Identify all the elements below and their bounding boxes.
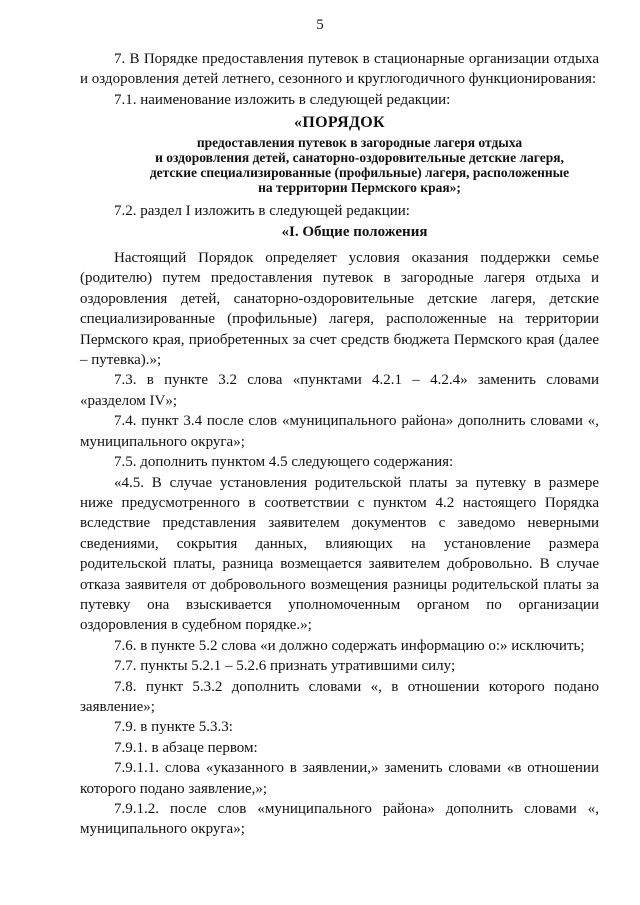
section-title-general-provisions: «I. Общие положения: [281, 223, 428, 240]
paragraph-7: 7. В Порядке предоставления путевок в стационарные организации отдыха и оздоровления детей летнего, сезонного и круглогодичного функционирования:: [80, 51, 599, 88]
order-title-line: на территории Пермского края»;: [258, 180, 461, 196]
paragraph-7-2: 7.2. раздел I изложить в следующей редакции:: [114, 203, 410, 220]
order-title-subtitle: [80, 135, 599, 195]
paragraph-7-1: 7.1. наименование изложить в следующей редакции:: [114, 91, 451, 108]
paragraph-7-7: 7.7. пункты 5.2.1 – 5.2.6 признать утратившими силу;: [114, 658, 456, 675]
paragraph-7-8: 7.8. пункт 5.3.2 дополнить словами «, в отношении которого подано заявление»;: [80, 678, 599, 715]
document-body: [80, 49, 599, 840]
order-title-main: «ПОРЯДОК: [294, 114, 385, 132]
paragraph-7-9-1-2: 7.9.1.2. после слов «муниципального района» дополнить словами «, муниципального округа»;: [80, 801, 599, 838]
order-title-block: [80, 111, 599, 195]
order-title-line: и оздоровления детей, санаторно-оздоровительные детские лагеря,: [155, 150, 564, 166]
paragraph-7-3: 7.3. в пункте 3.2 слова «пунктами 4.2.1 – 4.2.4» заменить словами «разделом IV»;: [80, 372, 599, 409]
paragraph-7-9-1-1: 7.9.1.1. слова «указанного в заявлении,» заменить словами «в отношении которого подано заявление,»;: [80, 760, 599, 797]
paragraph-7-6: 7.6. в пункте 5.2 слова «и должно содержать информацию о:» исключить;: [114, 637, 585, 654]
page-number: 5: [316, 17, 324, 33]
paragraph-7-5: 7.5. дополнить пунктом 4.5 следующего содержания:: [114, 454, 454, 471]
paragraph-7-9: 7.9. в пункте 5.3.3:: [114, 719, 233, 736]
order-title-line: детские специализированные (профильные) лагеря, расположенные: [149, 165, 570, 181]
order-title-line: предоставления путевок в загородные лагеря отдыха: [196, 135, 523, 151]
paragraph-7-4: 7.4. пункт 3.4 после слов «муниципального района» дополнить словами «, муниципального округа»;: [80, 413, 599, 450]
paragraph-7-9-1: 7.9.1. в абзаце первом:: [114, 739, 258, 756]
paragraph-intro: Настоящий Порядок определяет условия оказания поддержки семье (родителю) путем предоставления путевок в загородные лагеря отдыха и оздоровления детей, санаторно-оздоровительные детские лагеря, детские специализированные (профильные) лагеря, расположенные на территории Пермского края, приобретенных за счет средств бюджета Пермского края (далее – путевка).»;: [80, 250, 599, 369]
paragraph-4-5: «4.5. В случае установления родительской платы за путевку в размере ниже предусмотренного в соответствии с пунктом 4.2 настоящего Порядка вследствие представления заявителем документов с заведомо неверными сведениями, сокрытия данных, влияющих на установление размера родительской платы, разница возмещается заявителем добровольно. В случае отказа заявителя от добровольного возмещения разницы родительской платы за путевку она взыскивается уполномоченным органом по организации оздоровления в судебном порядке.»;: [80, 474, 599, 634]
